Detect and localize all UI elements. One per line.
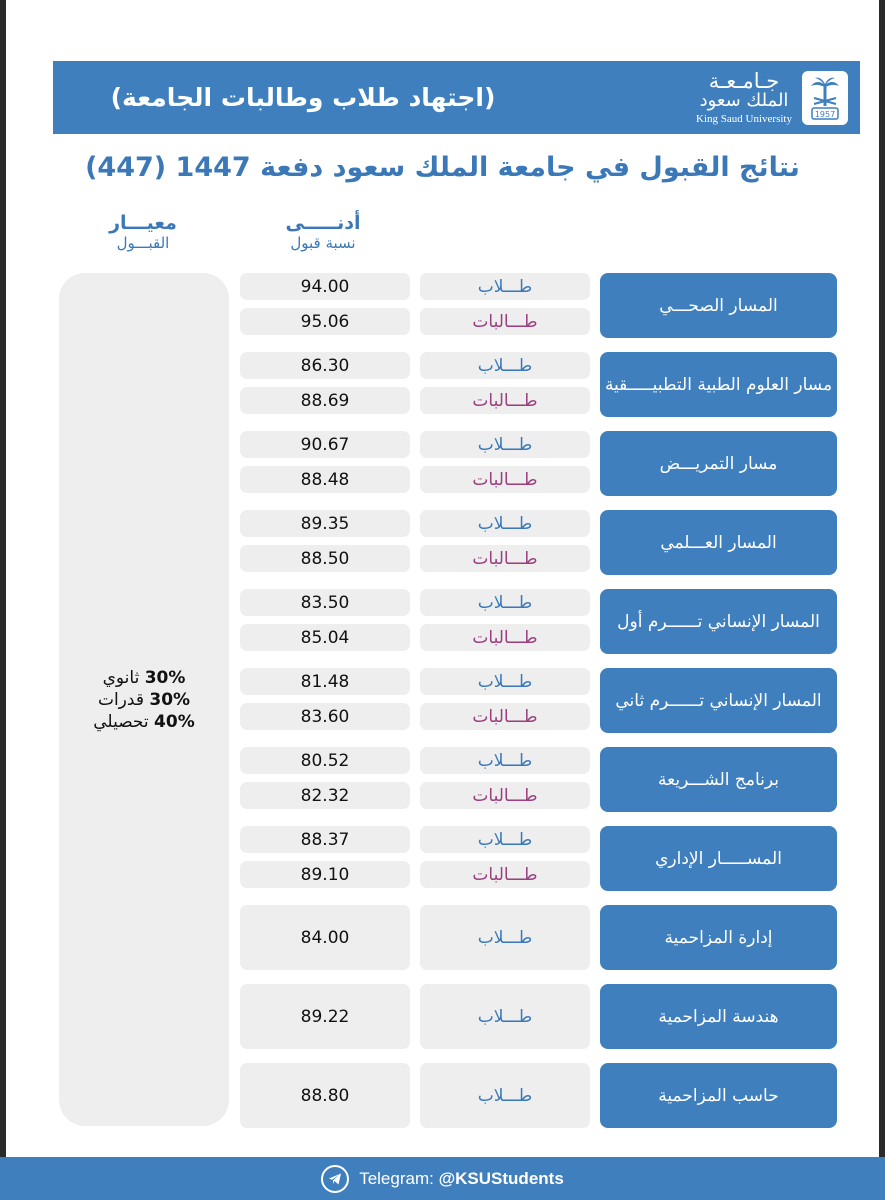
criteria-item: 40% تحصيلي: [93, 711, 195, 732]
score-cell: [240, 703, 410, 730]
score-cell: [240, 624, 410, 651]
gender-cell-male: [420, 984, 590, 1049]
min-score-value: 82.32: [300, 785, 350, 806]
column-header-criteria-big: معيـــار: [109, 212, 177, 234]
min-score-value: 94.00: [300, 276, 350, 297]
telegram-icon: [321, 1165, 349, 1193]
gender-label: طـــالبات: [472, 627, 538, 648]
score-cell: [240, 984, 410, 1049]
gender-cell-female: [420, 545, 590, 572]
min-score-value: 85.04: [300, 627, 350, 648]
score-cell: [240, 747, 410, 774]
column-header-min-small: نسبة قبول: [290, 234, 356, 252]
gender-cell-male: [420, 589, 590, 616]
score-cell: [240, 387, 410, 414]
university-logo: [658, 66, 848, 129]
score-cell: [240, 589, 410, 616]
telegram-link[interactable]: Telegram: @KSUStudents: [359, 1168, 564, 1188]
gender-label: طـــلاب: [477, 927, 533, 948]
min-score-value: 80.52: [300, 750, 350, 771]
track-name: مسار العلوم الطبية التطبيـــــقية: [600, 352, 837, 417]
column-header-min-big: أدنـــــى: [285, 212, 361, 234]
gender-cell-female: [420, 466, 590, 493]
gender-label: طـــالبات: [472, 548, 538, 569]
score-cell: [240, 668, 410, 695]
gender-cell-male: [420, 431, 590, 458]
gender-cell-female: [420, 308, 590, 335]
min-score-value: 88.48: [300, 469, 350, 490]
gender-label: طـــلاب: [477, 671, 533, 692]
score-cell: [240, 782, 410, 809]
min-score-value: 84.00: [300, 927, 350, 948]
min-score-value: 89.10: [300, 864, 350, 885]
gender-label: طـــلاب: [477, 829, 533, 850]
min-score-value: 90.67: [300, 434, 350, 455]
palm-seal-icon: [802, 71, 848, 125]
gender-cell-male: [420, 510, 590, 537]
gender-label: طـــالبات: [472, 785, 538, 806]
min-score-value: 81.48: [300, 671, 350, 692]
column-header-criteria: [88, 213, 198, 253]
header-title: (اجتهاد طلاب وطالبات الجامعة): [110, 83, 496, 112]
track-name: هندسة المزاحمية: [600, 984, 837, 1049]
gender-label: طـــلاب: [477, 276, 533, 297]
column-header-min-score: [268, 213, 378, 253]
min-score-value: 83.60: [300, 706, 350, 727]
gender-cell-male: [420, 1063, 590, 1128]
gender-label: طـــلاب: [477, 1085, 533, 1106]
header-banner: [53, 61, 860, 134]
track-name: المسار الإنساني تــــــرم ثاني: [600, 668, 837, 733]
track-name: مسار التمريـــض: [600, 431, 837, 496]
gender-cell-male: [420, 747, 590, 774]
min-score-value: 86.30: [300, 355, 350, 376]
score-cell: [240, 466, 410, 493]
gender-label: طـــالبات: [472, 311, 538, 332]
gender-cell-female: [420, 387, 590, 414]
gender-label: طـــلاب: [477, 750, 533, 771]
logo-english: King Saud University: [696, 112, 792, 125]
gender-cell-male: [420, 273, 590, 300]
score-cell: [240, 431, 410, 458]
min-score-value: 88.80: [300, 1085, 350, 1106]
gender-cell-male: [420, 668, 590, 695]
gender-label: طـــالبات: [472, 706, 538, 727]
seal-year: 1957: [814, 109, 836, 119]
score-cell: [240, 826, 410, 853]
gender-cell-female: [420, 703, 590, 730]
gender-label: طـــالبات: [472, 864, 538, 885]
score-cell: [240, 905, 410, 970]
gender-label: طـــالبات: [472, 469, 538, 490]
min-score-value: 83.50: [300, 592, 350, 613]
min-score-value: 88.37: [300, 829, 350, 850]
score-cell: [240, 352, 410, 379]
gender-cell-male: [420, 826, 590, 853]
min-score-value: 88.69: [300, 390, 350, 411]
gender-label: طـــالبات: [472, 390, 538, 411]
gender-label: طـــلاب: [477, 1006, 533, 1027]
track-name: المسار الصحـــي: [600, 273, 837, 338]
gender-cell-male: [420, 352, 590, 379]
criteria-item: 30% قدرات: [97, 689, 191, 710]
min-score-value: 95.06: [300, 311, 350, 332]
gender-label: طـــلاب: [477, 592, 533, 613]
footer-bar: [0, 1157, 885, 1200]
track-name: حاسب المزاحمية: [600, 1063, 837, 1128]
score-cell: [240, 510, 410, 537]
score-cell: [240, 308, 410, 335]
gender-cell-female: [420, 861, 590, 888]
logo-text: [696, 68, 792, 125]
score-cell: [240, 545, 410, 572]
track-name: برنامج الشـــريعة: [600, 747, 837, 812]
score-cell: [240, 1063, 410, 1128]
gender-label: طـــلاب: [477, 513, 533, 534]
admission-criteria-box: [59, 273, 229, 1126]
gender-cell-female: [420, 782, 590, 809]
track-name: المسار العـــلمي: [600, 510, 837, 575]
criteria-item: 30% ثانوي: [102, 667, 186, 688]
gender-cell-male: [420, 905, 590, 970]
min-score-value: 89.22: [300, 1006, 350, 1027]
score-cell: [240, 273, 410, 300]
logo-arabic-line2: الملك سعود: [699, 89, 789, 111]
column-header-criteria-small: القبـــول: [116, 234, 170, 252]
min-score-value: 89.35: [300, 513, 350, 534]
track-name: المســـــار الإداري: [600, 826, 837, 891]
track-name: المسار الإنساني تــــــرم أول: [600, 589, 837, 654]
score-cell: [240, 861, 410, 888]
gender-label: طـــلاب: [477, 434, 533, 455]
min-score-value: 88.50: [300, 548, 350, 569]
logo-arabic-line1: جـامـعـة: [708, 68, 780, 93]
track-name: إدارة المزاحمية: [600, 905, 837, 970]
gender-cell-female: [420, 624, 590, 651]
gender-label: طـــلاب: [477, 355, 533, 376]
page-title: نتائج القبول في جامعة الملك سعود دفعة 1447 (447): [85, 152, 800, 183]
